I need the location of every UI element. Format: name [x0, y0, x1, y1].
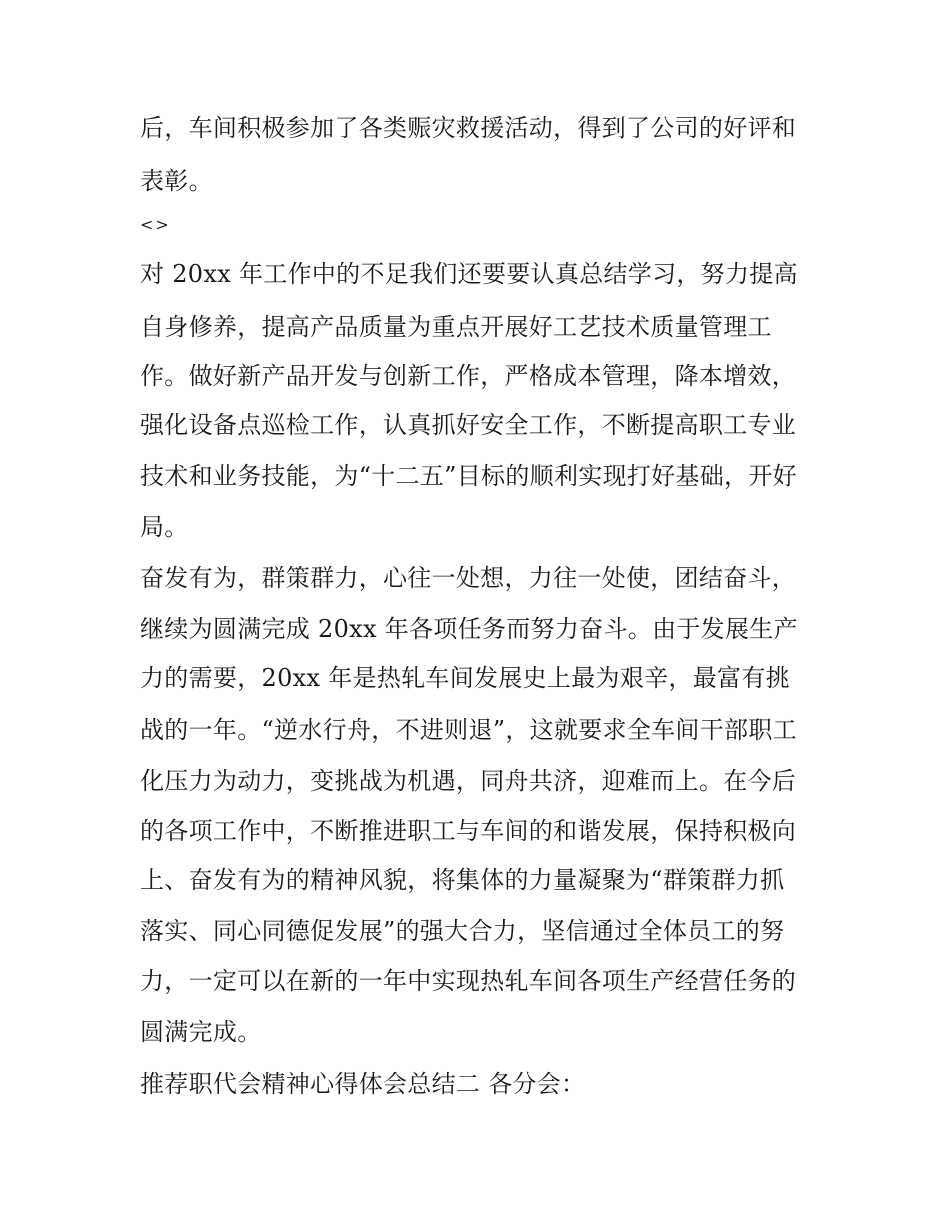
text-line: 继续为圆满完成 20xx 年各项任务而努力奋斗。由于发展生产 — [140, 615, 798, 643]
text-line: 落实、同心同德促发展”的强大合力，坚信通过全体员工的努 — [140, 917, 785, 945]
text-line: 技术和业务技能，为“十二五”目标的顺利实现打好基础，开好 — [140, 462, 797, 490]
text-line: 化压力为动力，变挑战为机遇，同舟共济，迎难而上。在今后 — [140, 767, 797, 795]
text-line: 圆满完成。 — [140, 1018, 262, 1046]
text-line: 对 20xx 年工作中的不足我们还要要认真总结学习，努力提高 — [140, 260, 798, 288]
text-line: <> — [140, 215, 171, 234]
text-line: 强化设备点巡检工作，认真抓好安全工作，不断提高职工专业 — [140, 411, 797, 439]
text-line: 战的一年。“逆水行舟，不进则退”，这就要求全车间干部职工 — [140, 716, 797, 744]
text-line: 后，车间积极参加了各类赈灾救援活动，得到了公司的好评和 — [140, 114, 797, 142]
text-line: 作。做好新产品开发与创新工作，严格成本管理，降本增效， — [140, 362, 797, 390]
text-line: 力的需要，20xx 年是热轧车间发展史上最为艰辛，最富有挑 — [140, 664, 790, 692]
text-line: 力，一定可以在新的一年中实现热轧车间各项生产经营任务的 — [140, 967, 797, 995]
text-line: 的各项工作中，不断推进职工与车间的和谐发展，保持积极向 — [140, 817, 797, 845]
text-line: 表彰。 — [140, 167, 213, 195]
text-line: 局。 — [140, 513, 189, 541]
text-line: 自身修养，提高产品质量为重点开展好工艺技术质量管理工 — [140, 313, 772, 341]
text-line: 奋发有为，群策群力，心往一处想，力往一处使，团结奋斗， — [140, 564, 797, 592]
text-line: 推荐职代会精神心得体会总结二 各分会： — [140, 1070, 586, 1098]
text-line: 上、奋发有为的精神风貌，将集体的力量凝聚为“群策群力抓 — [140, 866, 785, 894]
